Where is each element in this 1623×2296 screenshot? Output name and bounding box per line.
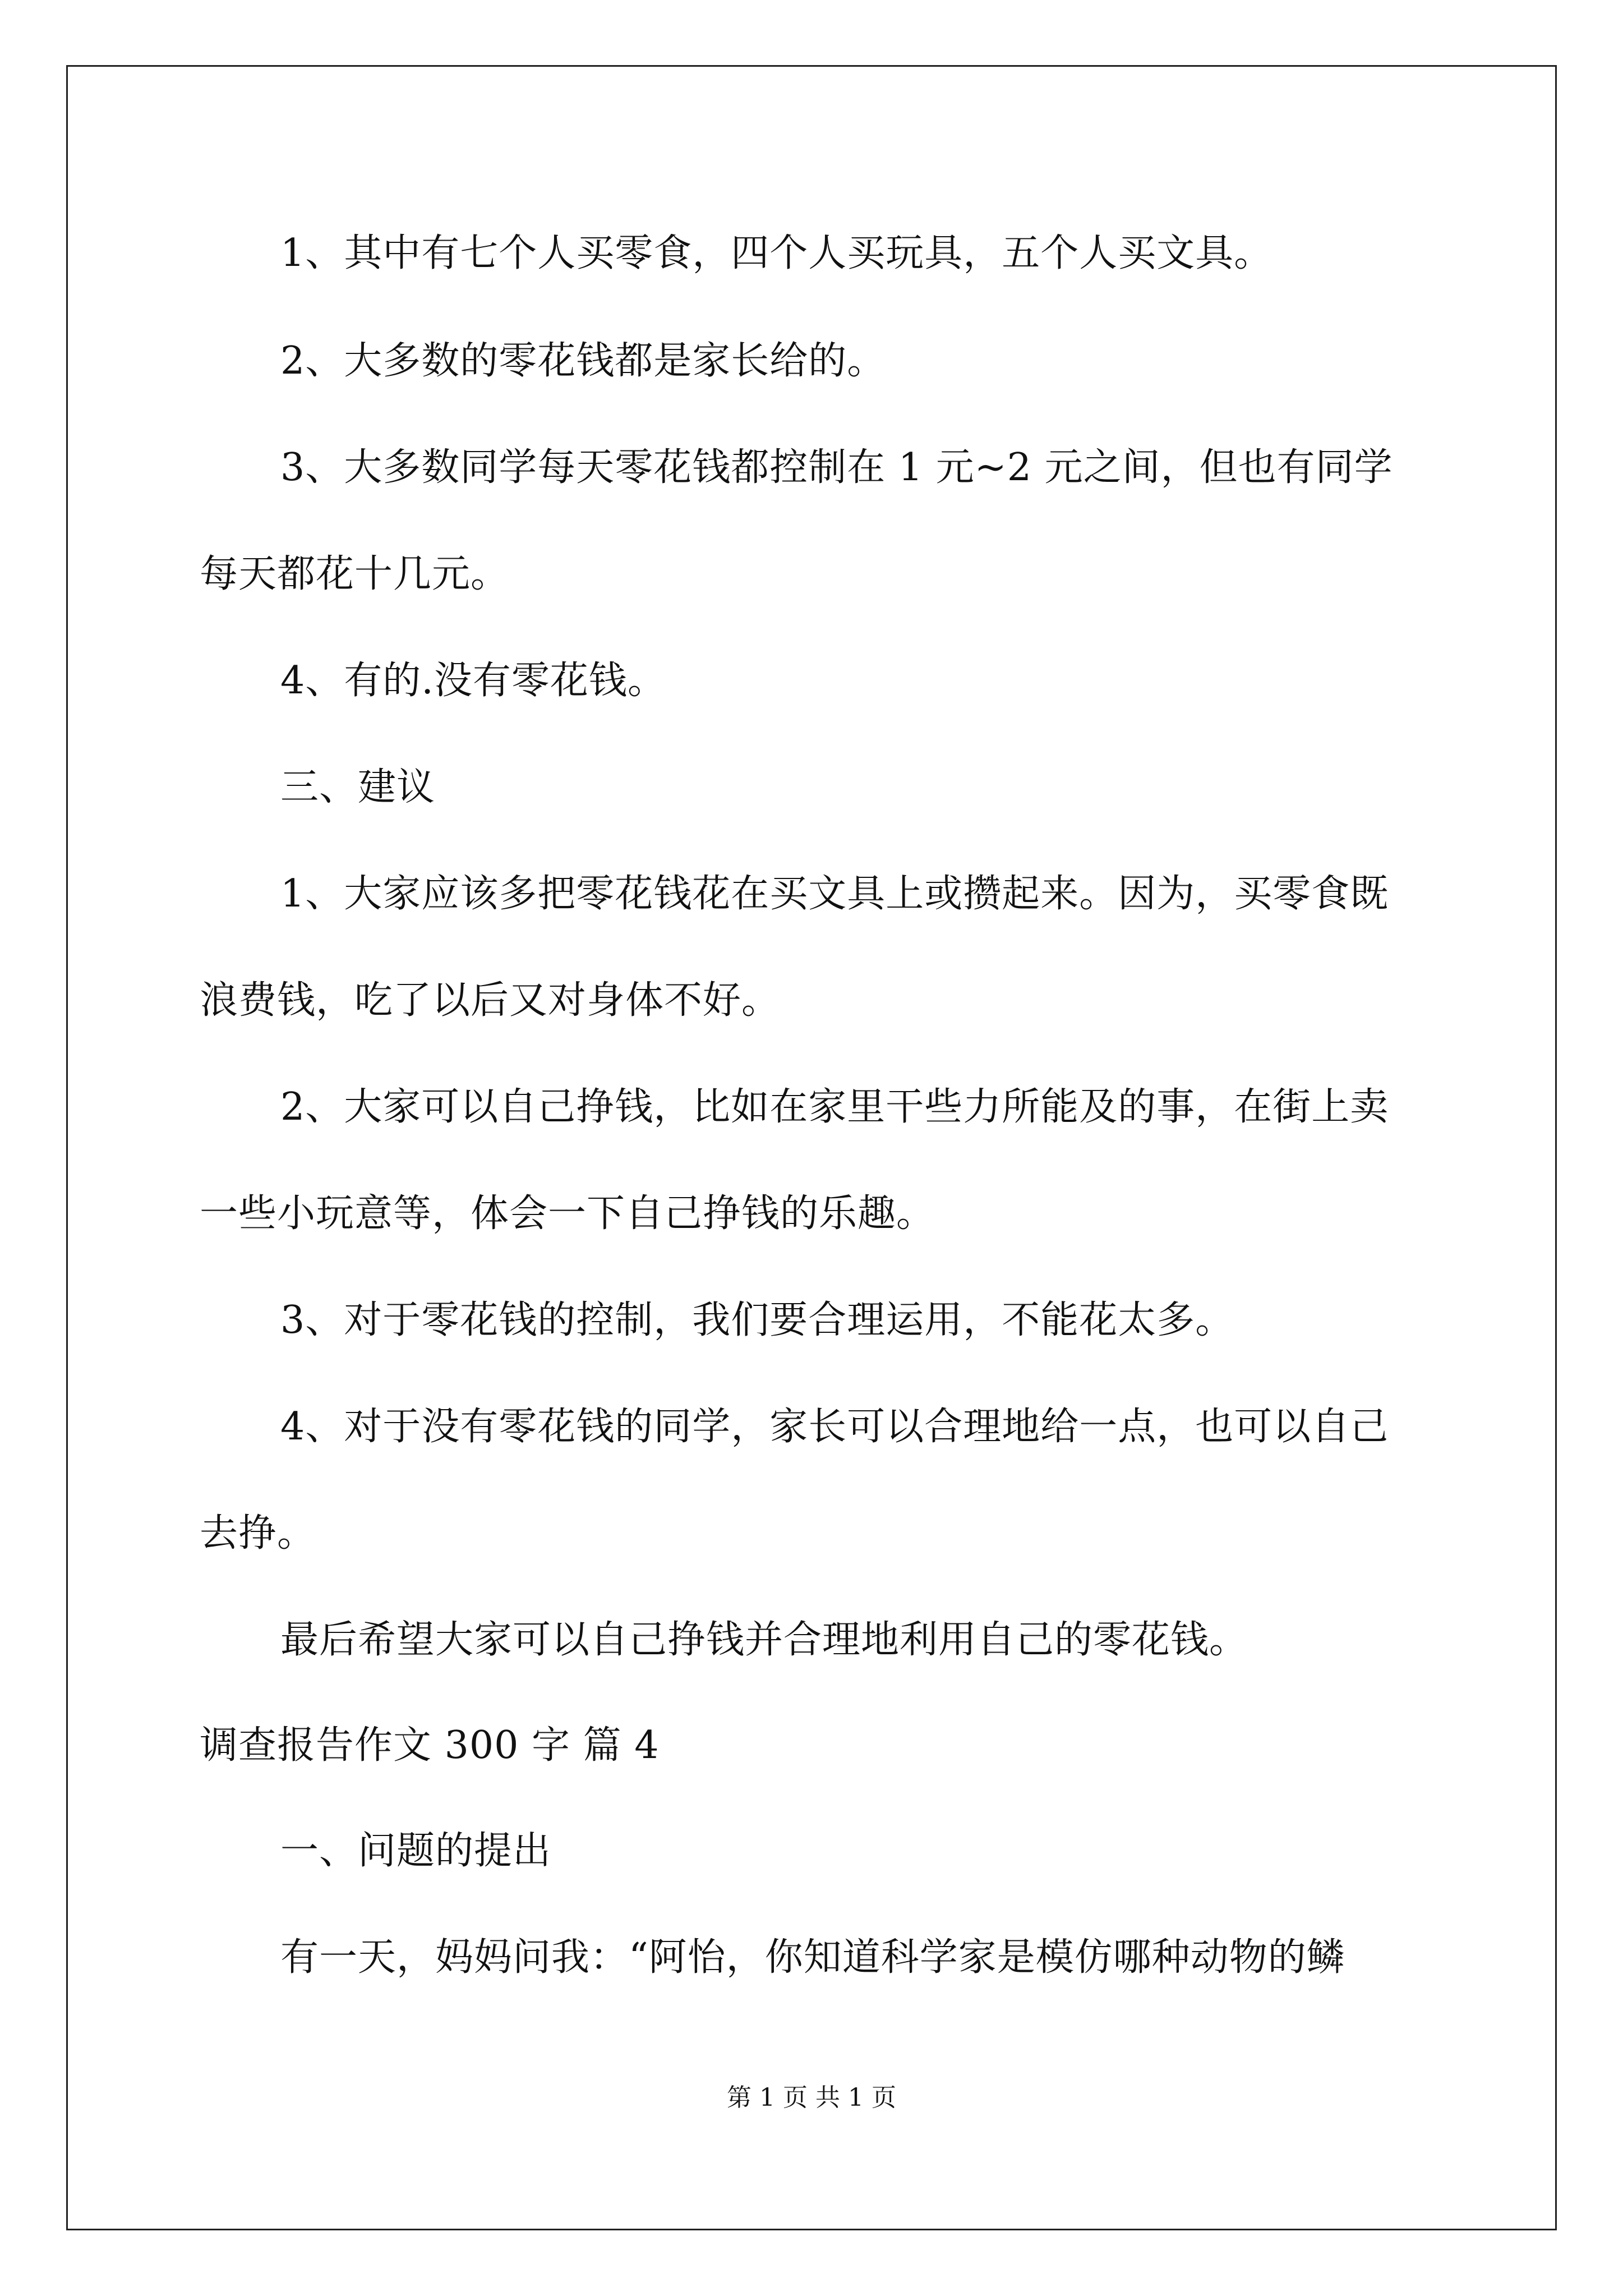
text-line-7: 1、大家应该多把零花钱花在买文具上或攒起来。因为，买零食既: [280, 872, 1389, 916]
text-line-11: 3、对于零花钱的控制，我们要合理运用，不能花太多。: [280, 1298, 1234, 1342]
text-line-8: 浪费钱，吃了以后又对身体不好。: [200, 978, 781, 1023]
text-line-13: 去挣。: [200, 1511, 316, 1556]
text-line-12: 4、对于没有零花钱的同学，家长可以合理地给一点，也可以自己: [280, 1405, 1389, 1449]
text-line-2: 2、大多数的零花钱都是家长给的。: [280, 339, 886, 383]
text-line-9: 2、大家可以自己挣钱，比如在家里干些力所能及的事，在街上卖: [280, 1085, 1389, 1129]
text-line-4: 每天都花十几元。: [200, 552, 510, 596]
section-heading-problem: 一、问题的提出: [280, 1829, 552, 1873]
text-line-3: 3、大多数同学每天零花钱都控制在 1 元~2 元之间，但也有同学: [280, 445, 1393, 490]
page-border: [66, 65, 1557, 2230]
text-line-1: 1、其中有七个人买零食，四个人买玩具，五个人买文具。: [280, 231, 1273, 275]
text-line-10: 一些小玩意等，体会一下自己挣钱的乐趣。: [200, 1191, 935, 1236]
article-title: 调查报告作文 300 字 篇 4: [200, 1723, 660, 1768]
page-number-footer: 第 1 页 共 1 页: [727, 2083, 896, 2112]
text-line-5: 4、有的.没有零花钱。: [280, 659, 666, 703]
text-line-14: 最后希望大家可以自己挣钱并合理地利用自己的零花钱。: [280, 1618, 1248, 1662]
text-line-17: 有一天，妈妈问我：“阿怡，你知道科学家是模仿哪种动物的鳞: [280, 1935, 1345, 1980]
section-heading-suggestions: 三、建议: [280, 765, 436, 809]
